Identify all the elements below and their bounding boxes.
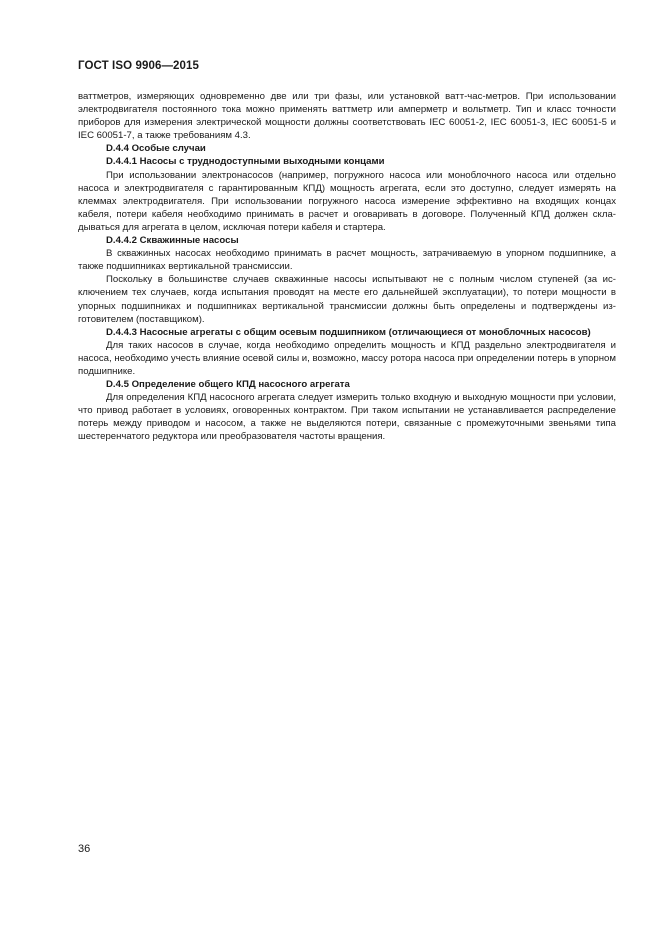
document-body xyxy=(78,90,616,444)
heading-d-4-4-2: D.4.4.2 Скважинные насосы xyxy=(106,235,239,247)
paragraph-d-4-4-2-a: В скважинных насосах необходимо принимать в расчет мощность, затрачиваемую в упорном подшипнике, а также подшипниках вертикальной трансмиссии. xyxy=(78,248,616,273)
paragraph-power-instruments: ваттметров, измеряющих одновременно две или три фазы, или установкой ватт-час-метров. При использовании электродвигателя постоянного тока можно применять ваттметр или амперметр и вольтметр. Тип и класс точности приборов для измерения электрической мощности должны соответствовать IEC 60051-2, IEC 60051-3, IEC 60051-5 и IEC 60051-7, а также требованиям 4.3. xyxy=(78,91,616,142)
heading-d-4-4-1: D.4.4.1 Насосы с труднодоступными выходными концами xyxy=(106,156,385,168)
heading-d-4-4-3: D.4.4.3 Насосные агрегаты с общим осевым подшипником (отличающиеся от моноблочных насосов) xyxy=(106,326,591,338)
paragraph-d-4-4-1: При использовании электронасосов (например, погружного насоса или моноблочного насоса или отдельно насоса и электродвигателя с гарантированным КПД) мощность агрегата, если это доступно, следует измерять на клеммах электродвигателя. При использовании погружного насоса измерение эффективно на входящих концах кабеля, потери кабеля необходимо принимать в расчет и оговаривать в договоре. Полученный КПД должен складываться для агрегата в целом, исключая потери кабеля и стартера. xyxy=(78,169,616,233)
heading-d-4-4: D.4.4 Особые случаи xyxy=(106,143,206,155)
paragraph-d-4-4-3: Для таких насосов в случае, когда необходимо определить мощность и КПД раздельно электродвигателя и насоса, необходимо учесть влияние осевой силы и, возможно, массу ротора насоса при определении потерь в упорном подшипнике. xyxy=(78,339,616,377)
document-code: ГОСТ ISO 9906—2015 xyxy=(78,60,200,72)
paragraph-d-4-4-2-b: Поскольку в большинстве случаев скважинные насосы испытывают не с полным числом ступеней (за исключением тех случаев, когда испытания проводят на месте его дальнейшей эксплуатации), то потери мощности в упорных подшипниках и подшипниках вертикальной трансмиссии должны быть определены и подтверждены изготовителем (поставщиком). xyxy=(78,274,616,325)
paragraph-d-4-5: Для определения КПД насосного агрегата следует измерить только входную и выходную мощности при условии, что привод работает в условиях, оговоренных контрактом. При таком испытании не устанавливается распределение потерь между приводом и насосом, а также не выделяются потери, связанные с промежуточными звеньями типа шестеренчатого редуктора или преобразователя частоты вращения. xyxy=(78,392,616,443)
heading-d-4-5: D.4.5 Определение общего КПД насосного агрегата xyxy=(106,379,350,391)
page-number: 36 xyxy=(78,843,91,855)
